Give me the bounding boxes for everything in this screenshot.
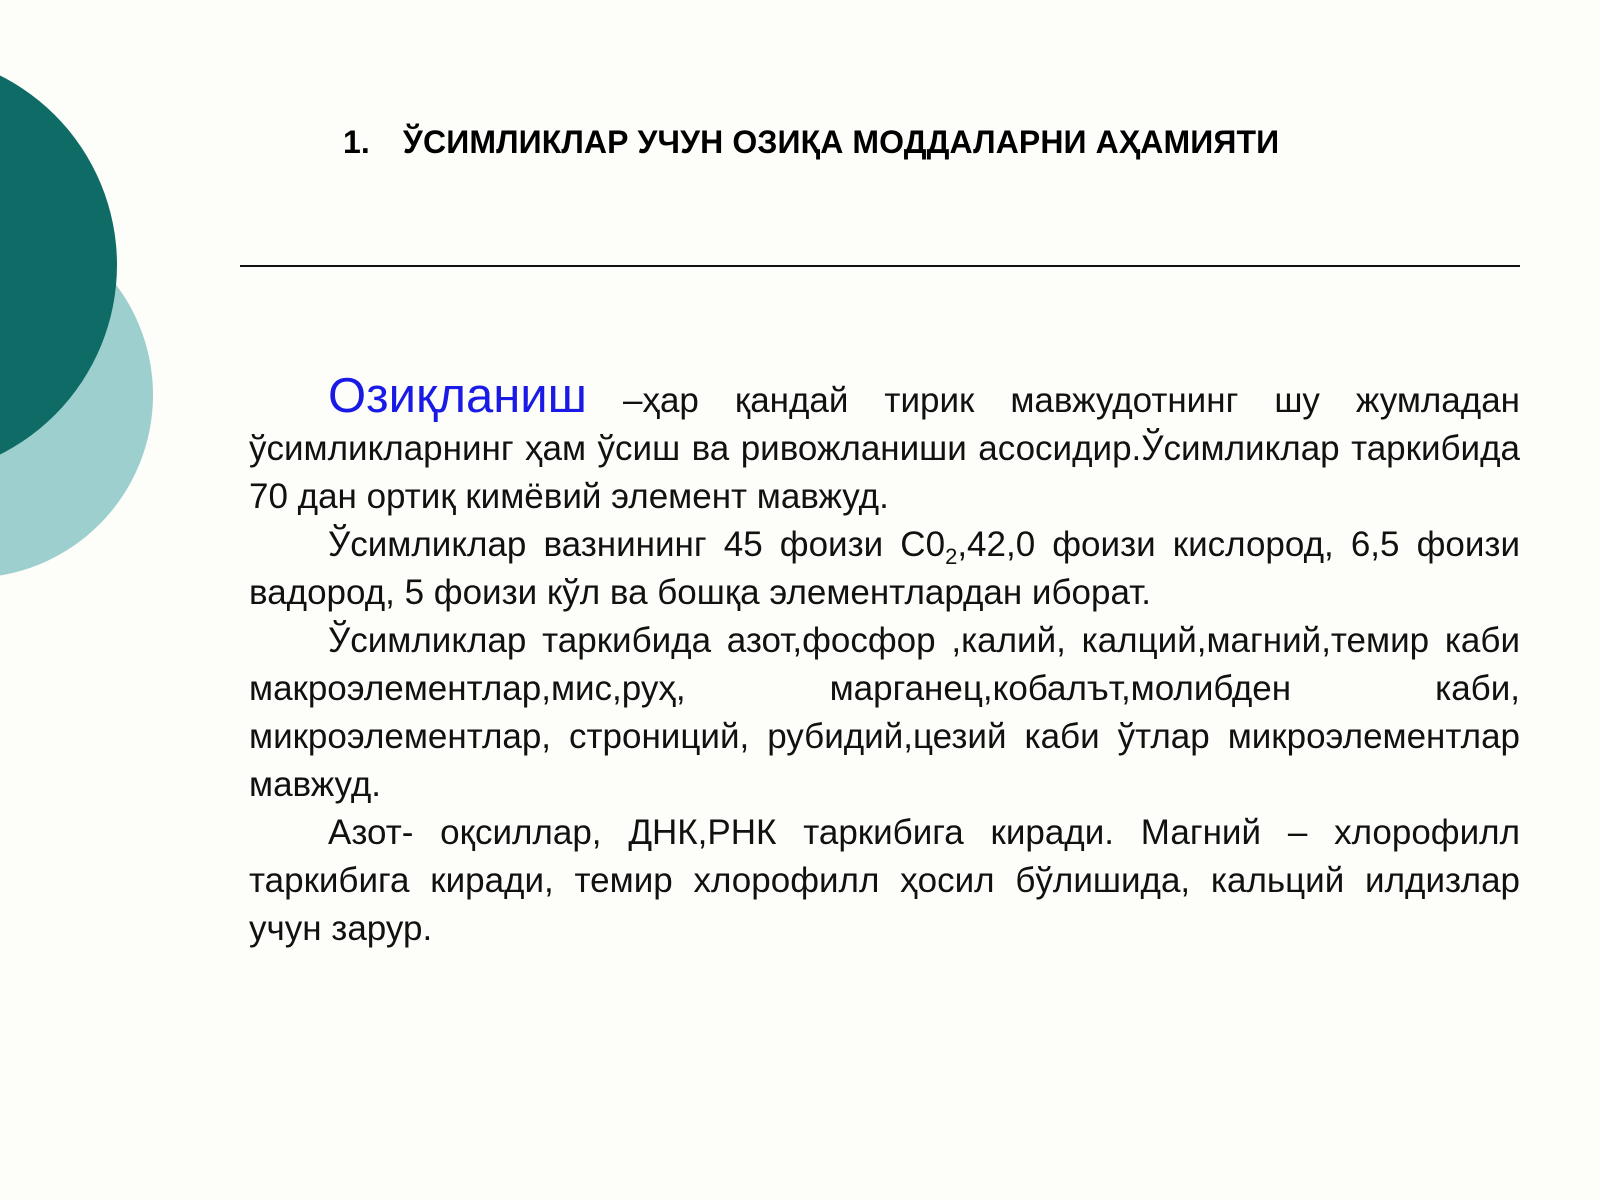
title-text: ЎСИМЛИКЛАР УЧУН ОЗИҚА МОДДАЛАРНИ АҲАМИЯТИ <box>403 124 1280 160</box>
decorative-circles <box>0 0 240 700</box>
paragraph-roles: Азот- оқсиллар, ДНК,РНК таркибига киради. Магний – хлорофилл таркибига киради, темир хлорофилл ҳосил бўлишида, кальций илдизлар учун зарур. <box>249 813 1520 948</box>
slide-body <box>249 369 1520 953</box>
paragraph-definition-text: –ҳар қандай тирик мавжудотнинг шу жумладан ўсимликларнинг ҳам ўсиш ва ривожланиши асосидир.Ўсимликлар таркибида 70 дан ортиқ кимёвий элемент мавжуд. <box>249 381 1520 516</box>
paragraph-composition <box>249 521 1520 617</box>
paragraph-elements: Ўсимликлар таркибида азот,фосфор ,калий, калций,магний,темир каби макроэлементлар,мис,руҳ, марганец,кобалът,молибден каби, микроэлементлар, строниций, рубидий,цезий каби ўтлар микроэлементлар мавжуд. <box>249 621 1520 804</box>
paragraph-composition-text-b: ,42,0 фоизи кислород, 6,5 фоизи вадород, 5 фоизи кўл ва бошқа элементлардан иборат. <box>249 525 1520 612</box>
paragraph-composition-text-a: Ўсимликлар вазнининг 45 фоизи С0 <box>328 525 946 564</box>
slide-title <box>343 124 1279 161</box>
paragraph-definition <box>249 369 1520 521</box>
term-ozuqlanish: Озиқланиш <box>328 369 587 423</box>
title-number: 1. <box>343 124 370 160</box>
title-divider <box>240 265 1520 267</box>
co2-subscript: 2 <box>945 544 958 569</box>
